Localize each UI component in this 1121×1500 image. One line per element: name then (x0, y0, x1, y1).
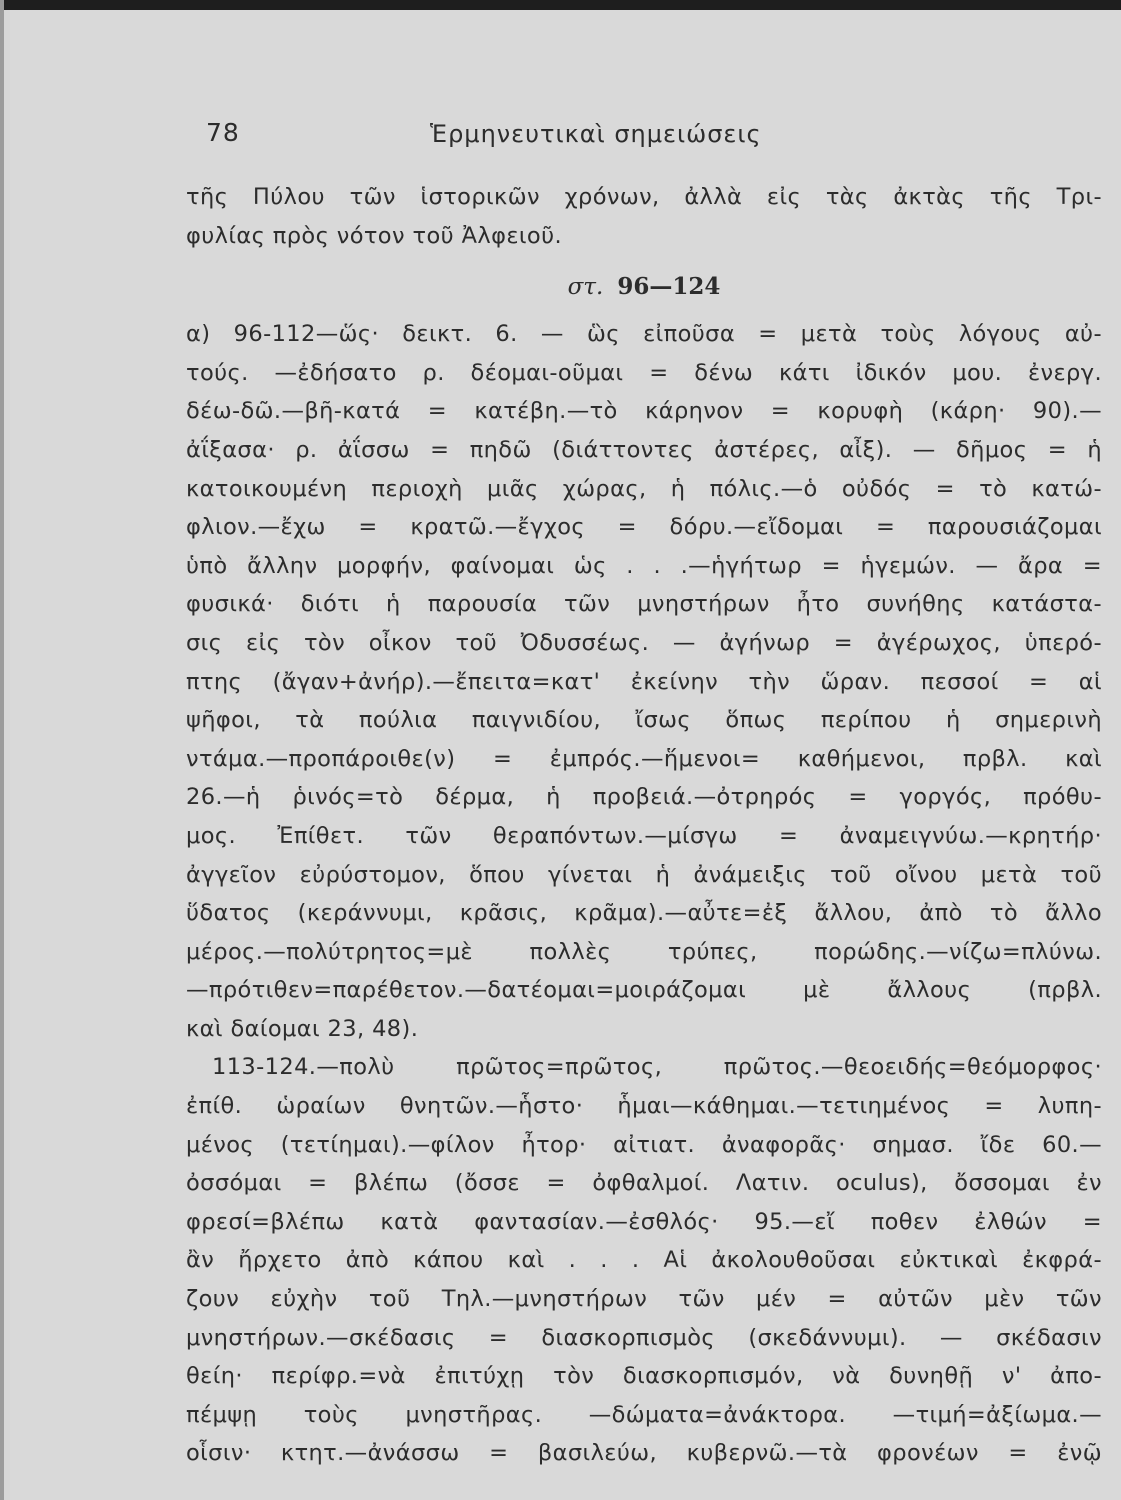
body-line: σις εἰς τὸν οἶκον τοῦ Ὀδυσσέως. — ἀγήνωρ = ἀγέρωχος, ὑπερό- (186, 629, 1102, 656)
body-line: πέμψῃ τοὺς μνηστῆρας. —δώματα=ἀνάκτορα. —τιμή=ἀξίωμα.— (186, 1401, 1102, 1428)
body-line: —πρότιθεν=παρέθετον.—δατέομαι=μοιράζομαι μὲ ἄλλους (πρβλ. (186, 977, 1102, 1004)
body-line: θείη· περίφρ.=νὰ ἐπιτύχῃ τὸν διασκορπισμόν, νὰ δυνηθῇ ν' ἀπο- (186, 1363, 1102, 1390)
body-line: φυσικά· διότι ἡ παρουσία τῶν μνηστήρων ἦτο συνήθης κατάστα- (186, 591, 1102, 618)
section-prefix: στ. (567, 274, 604, 301)
section-range: 96—124 (617, 273, 721, 301)
body-line: μνηστήρων.—σκέδασις = διασκορπισμὸς (σκεδάννυμι). — σκέδασιν (186, 1324, 1102, 1351)
body-line: καὶ δαίομαι 23, 48). (186, 1015, 419, 1042)
scan-left-edge (0, 0, 4, 1500)
body-line: οἷσιν· κτητ.—ἀνάσσω = βασιλεύω, κυβερνῶ.—τὰ φρονέων = ἐνῷ (186, 1440, 1102, 1467)
page-header (0, 118, 1121, 158)
body-line: δέω-δῶ.—βῆ-κατά = κατέβη.—τὸ κάρηνον = κορυφὴ (κάρη· 90).— (186, 398, 1102, 425)
body-line: φλιον.—ἔχω = κρατῶ.—ἔγχος = δόρυ.—εἴδομαι = παρουσιάζομαι (186, 514, 1102, 541)
body-line: τούς. —ἐδήσατο ρ. δέομαι-οῦμαι = δένω κάτι ἰδικόν μου. ἐνεργ. (186, 359, 1102, 386)
body-line: α) 96-112—ὥς· δεικτ. 6. — ὣς εἰποῦσα = μετὰ τοὺς λόγους αὐ- (186, 321, 1102, 348)
body-line: κατοικουμένη περιοχὴ μιᾶς χώρας, ἡ πόλις.—ὁ οὐδός = τὸ κατώ- (186, 475, 1102, 502)
body-line: μέρος.—πολύτρητος=μὲ πολλὲς τρύπες, πορώδης.—νίζω=πλύνω. (186, 938, 1102, 965)
body-line: φρεσί=βλέπω κατὰ φαντασίαν.—ἐσθλός· 95.—εἴ ποθεν ἐλθών = (186, 1208, 1102, 1235)
body-line: ἀγγεῖον εὐρύστομον, ὅπου γίνεται ἡ ἀνάμειξις τοῦ οἴνου μετὰ τοῦ (186, 861, 1102, 888)
scan-top-edge (0, 0, 1121, 10)
body-line: ὑπὸ ἄλλην μορφήν, φαίνομαι ὡς . . .—ἡγήτωρ = ἡγεμών. — ἄρα = (186, 552, 1102, 579)
body-line: ντάμα.—προπάροιθε(ν) = ἐμπρός.—ἥμενοι= καθήμενοι, πρβλ. καὶ (186, 745, 1102, 772)
body-line: ψῆφοι, τὰ πούλια παιγνιδίου, ἴσως ὅπως περίπου ἡ σημερινὴ (186, 707, 1102, 734)
section-heading (186, 255, 1102, 309)
intro-line: τῆς Πύλου τῶν ἱστορικῶν χρόνων, ἀλλὰ εἰς τὰς ἀκτὰς τῆς Τρι- (186, 184, 1102, 210)
body-line: ζουν εὐχὴν τοῦ Τηλ.—μνηστήρων τῶν μέν = αὐτῶν μὲν τῶν (186, 1286, 1102, 1313)
body-line: ἂν ἤρχετο ἀπὸ κάπου καὶ . . . Αἱ ἀκολουθοῦσαι εὐκτικαὶ ἐκφρά- (186, 1247, 1102, 1274)
body-line: 113-124.—πολὺ πρῶτος=πρῶτος, πρῶτος.—θεοειδής=θεόμορφος· (212, 1054, 1102, 1081)
body-line: ὕδατος (κεράννυμι, κρᾶσις, κρᾶμα).—αὖτε=ἐξ ἄλλου, ἀπὸ τὸ ἄλλο (186, 900, 1102, 927)
body-line: ἀΐξασα· ρ. ἀΐσσω = πηδῶ (διάττοντες ἀστέρες, αἶξ). — δῆμος = ἡ (186, 436, 1102, 463)
intro-line: φυλίας πρὸς νότον τοῦ Ἀλφειοῦ. (186, 222, 563, 249)
body-line: 26.—ἡ ῥινός=τὸ δέρμα, ἡ προβειά.—ὀτρηρός = γοργός, πρόθυ- (186, 784, 1102, 811)
running-title: Ἑρμηνευτικαὶ σημειώσεις (430, 120, 762, 148)
body-line: ἐπίθ. ὡραίων θνητῶν.—ἧστο· ἧμαι—κάθημαι.—τετιημένος = λυπη- (186, 1093, 1102, 1120)
body-line: μένος (τετίημαι).—φίλον ἦτορ· αἰτιατ. ἀναφορᾶς· σημασ. ἴδε 60.— (186, 1131, 1102, 1158)
body-line: μος. Ἐπίθετ. τῶν θεραπόντων.—μίσγω = ἀναμειγνύω.—κρητήρ· (186, 822, 1102, 849)
page-number: 78 (206, 118, 240, 147)
body-line: ὀσσόμαι = βλέπω (ὄσσε = ὀφθαλμοί. Λατιν. oculus), ὄσσομαι ἐν (186, 1170, 1102, 1197)
page-body (186, 178, 1102, 1473)
body-line: πτης (ἄγαν+ἀνήρ).—ἔπειτα=κατ' ἐκείνην τὴν ὥραν. πεσσοί = αἱ (186, 668, 1102, 695)
